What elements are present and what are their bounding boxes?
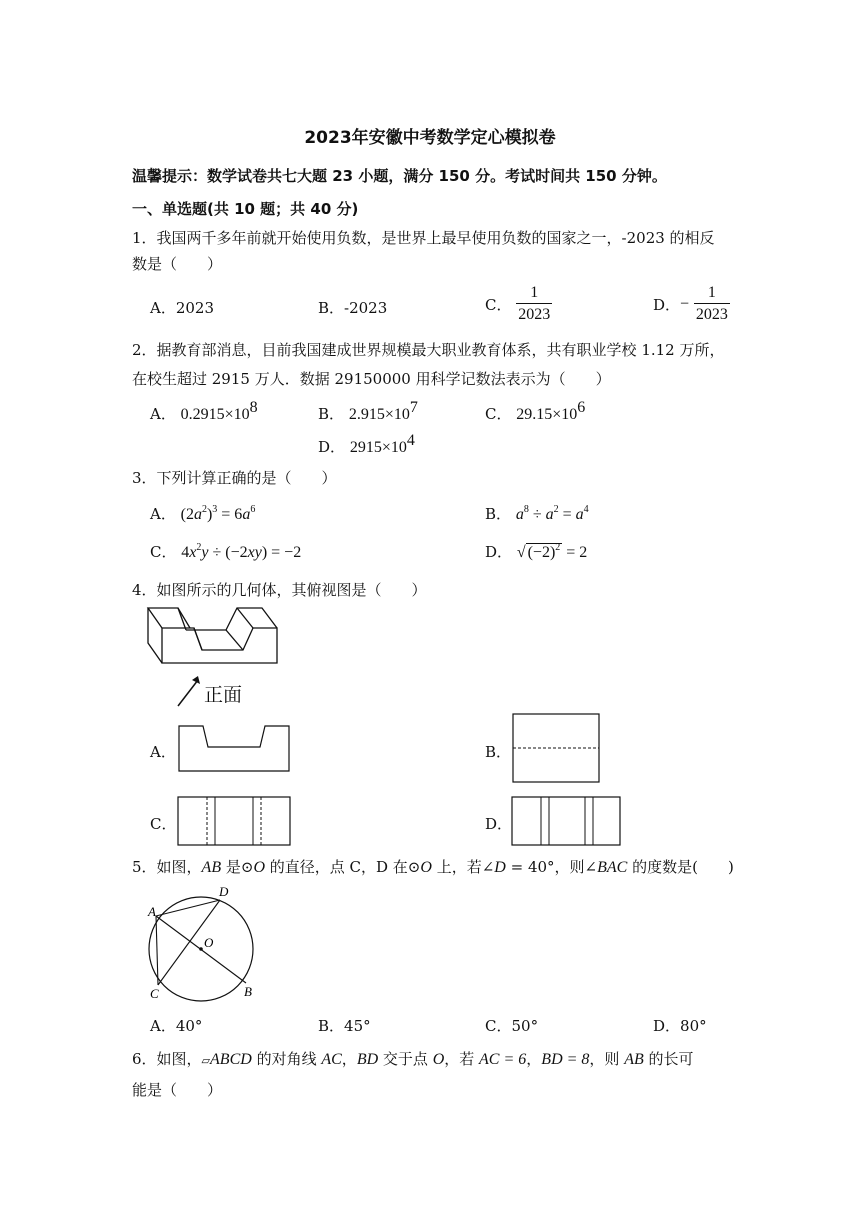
q4-option-a-figure[interactable] — [178, 725, 290, 773]
section-heading: 一、单选题(共 10 题；共 40 分) — [132, 200, 359, 218]
q3-option-a[interactable]: A． $(2a^2)^3 = 6a^6$ — [150, 504, 256, 523]
q1-option-d[interactable] — [653, 283, 730, 326]
q5-circle-figure — [140, 882, 270, 1008]
q4-option-d-figure[interactable] — [511, 796, 621, 846]
q1-option-d-fraction: $\frac{1}{2023}$ — [695, 284, 728, 323]
q5-label-o: O — [204, 935, 214, 950]
q2-option-a[interactable]: A． $0.2915\times 10^8$ — [150, 399, 258, 423]
q2-option-b[interactable]: B． $2.915\times 10^7$ — [318, 399, 418, 423]
q1-option-b[interactable]: B．-2023 — [318, 299, 388, 317]
q5-stem: 5．如图，AB 是⊙O 的直径，点 C，D 在⊙O 上，若∠D = 40°，则∠BAC 的度数是( ) — [132, 858, 734, 876]
q3-option-c[interactable]: C． $4x^2y \div (-2xy) = -2$ — [150, 542, 302, 561]
q1-option-c-label: C． — [485, 296, 512, 314]
q4-front-label: 正面 — [204, 684, 243, 706]
page-title: 2023年安徽中考数学定心模拟卷 — [304, 128, 556, 148]
q4-option-c-figure[interactable] — [177, 796, 291, 846]
q5-label-c: C — [150, 986, 159, 1001]
q1-option-a[interactable]: A．2023 — [150, 299, 215, 317]
q3-stem: 3．下列计算正确的是（ ） — [132, 469, 337, 487]
q5-option-c[interactable]: C．50° — [485, 1017, 539, 1035]
q5-label-b: B — [244, 984, 252, 999]
exam-notice: 温馨提示：数学试卷共七大题 23 小题，满分 150 分。考试时间共 150 分钟。 — [132, 167, 667, 185]
q4-stem: 4．如图所示的几何体，其俯视图是（ ） — [132, 581, 427, 599]
q1-option-c[interactable] — [485, 283, 552, 326]
q5-label-d: D — [219, 884, 229, 899]
q4-option-b-figure[interactable] — [512, 713, 600, 783]
q1-option-d-label: D． — [653, 296, 681, 314]
q2-option-c[interactable]: C． $29.15\times 10^6$ — [485, 399, 586, 423]
q5-option-b[interactable]: B．45° — [318, 1017, 371, 1035]
q6-stem-line2: 能是（ ） — [132, 1081, 223, 1099]
q1-stem-line2: 数是（ ） — [132, 255, 223, 273]
q1-option-c-fraction: $\frac{1}{2023}$ — [518, 284, 551, 323]
q1-stem-line1: 1．我国两千多年前就开始使用负数，是世界上最早使用负数的国家之一，-2023 的相反 — [132, 229, 715, 247]
q2-stem-line1: 2．据教育部消息，目前我国建成世界规模最大职业教育体系，共有职业学校 1.12 万所， — [132, 341, 725, 359]
q5-option-a[interactable]: A．40° — [150, 1017, 203, 1035]
q4-option-b-label[interactable]: B． — [485, 743, 512, 761]
q2-option-d[interactable]: D． $2915\times 10^4$ — [318, 432, 415, 456]
q3-option-b[interactable]: B． $a^8 \div a^2 = a^4$ — [485, 504, 589, 523]
q4-option-c-label[interactable]: C． — [150, 815, 177, 833]
q2-stem-line2: 在校生超过 2915 万人．数据 29150000 用科学记数法表示为（ ） — [132, 370, 611, 388]
q1-option-d-sign: − — [680, 295, 690, 313]
q3-option-d[interactable]: D． √ $(-2)^2 = 2$ — [485, 542, 588, 561]
q4-option-a-label[interactable]: A． — [150, 743, 176, 761]
q6-stem-line1: 6．如图，▱ABCD 的对角线 AC，BD 交于点 O，若 AC = 6，BD = 8，则 AB 的长可 — [132, 1050, 694, 1068]
q4-option-d-label[interactable]: D． — [485, 815, 513, 833]
q5-label-a: A — [148, 904, 156, 919]
q5-option-d[interactable]: D．80° — [653, 1017, 707, 1035]
